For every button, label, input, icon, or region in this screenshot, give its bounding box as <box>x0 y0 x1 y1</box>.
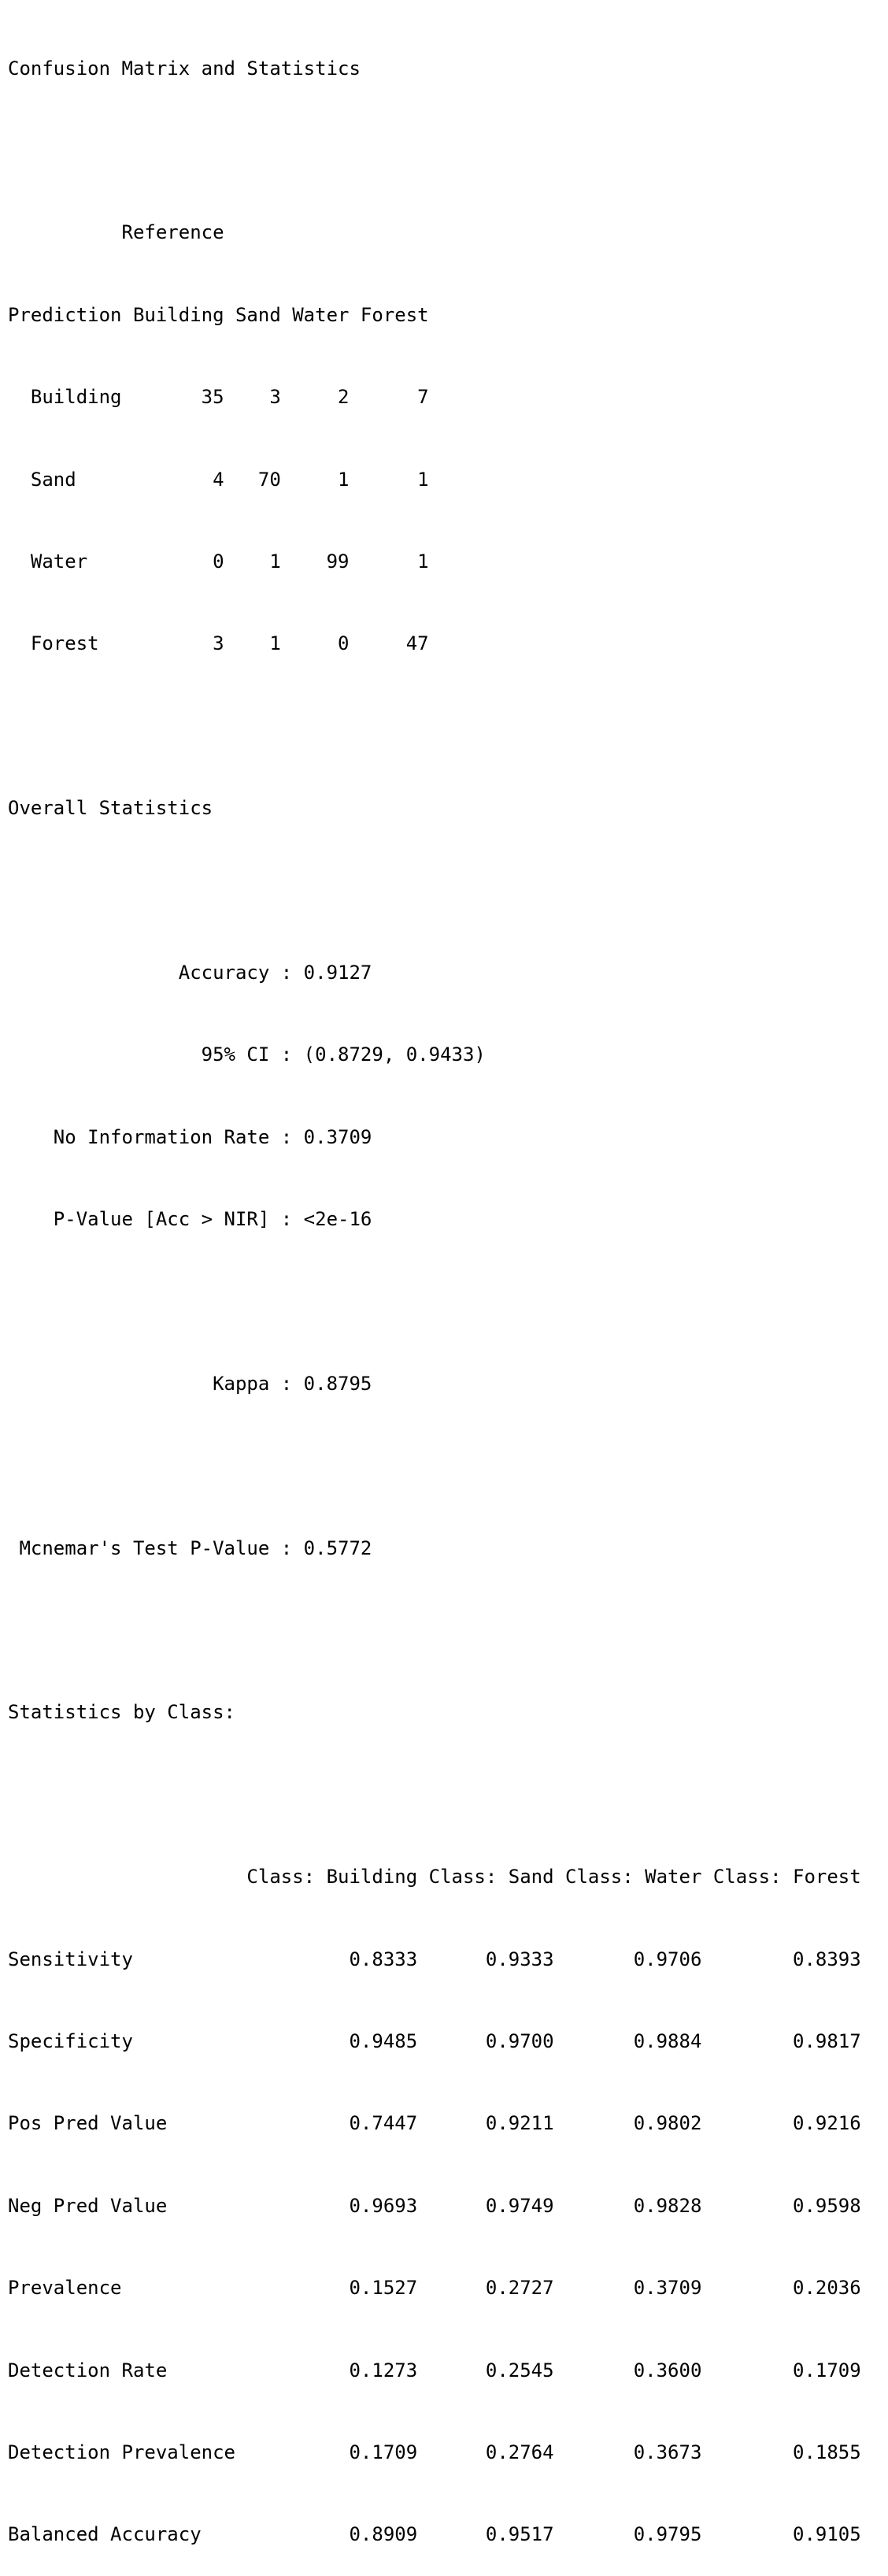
console-output <box>8 0 861 2576</box>
blank-line <box>8 1452 861 1480</box>
class-row-prevalence: Prevalence 0.1527 0.2727 0.3709 0.2036 <box>8 2277 861 2300</box>
reference-header: Reference <box>8 221 224 244</box>
statistics-by-class-heading: Statistics by Class: <box>8 1701 235 1724</box>
stat-mcnemar-p-value: Mcnemar's Test P-Value : 0.5772 <box>8 1536 372 1559</box>
blank-line <box>8 877 861 905</box>
stat-no-information-rate: No Information Rate : 0.3709 <box>8 1125 372 1148</box>
class-row-pos-pred-value: Pos Pred Value 0.7447 0.9211 0.9802 0.9216 <box>8 2112 861 2135</box>
matrix-row-water: Water 0 1 99 1 <box>8 550 429 573</box>
blank-line <box>8 1288 861 1315</box>
class-row-detection-rate: Detection Rate 0.1273 0.2545 0.3600 0.1709 <box>8 2359 861 2381</box>
blank-line <box>8 713 861 740</box>
matrix-row-sand: Sand 4 70 1 1 <box>8 468 429 491</box>
stat-accuracy: Accuracy : 0.9127 <box>8 961 372 984</box>
matrix-row-building: Building 35 3 2 7 <box>8 386 429 409</box>
stat-confidence-interval: 95% CI : (0.8729, 0.9433) <box>8 1043 486 1066</box>
stat-p-value: P-Value [Acc > NIR] : <2e-16 <box>8 1208 372 1231</box>
class-row-sensitivity: Sensitivity 0.8333 0.9333 0.9706 0.8393 <box>8 1948 861 1970</box>
class-row-balanced-accuracy: Balanced Accuracy 0.8909 0.9517 0.9795 0.9105 <box>8 2523 861 2546</box>
class-row-specificity: Specificity 0.9485 0.9700 0.9884 0.9817 <box>8 2029 861 2052</box>
blank-line <box>8 1781 861 1809</box>
overall-statistics-heading: Overall Statistics <box>8 797 213 820</box>
matrix-header: Prediction Building Sand Water Forest <box>8 303 429 326</box>
class-row-neg-pred-value: Neg Pred Value 0.9693 0.9749 0.9828 0.9598 <box>8 2194 861 2217</box>
stat-kappa: Kappa : 0.8795 <box>8 1372 372 1395</box>
output-title: Confusion Matrix and Statistics <box>8 57 361 80</box>
class-row-detection-prevalence: Detection Prevalence 0.1709 0.2764 0.3673 0.1855 <box>8 2441 861 2463</box>
blank-line <box>8 1617 861 1644</box>
blank-line <box>8 137 861 165</box>
class-table-header: Class: Building Class: Sand Class: Water Class: Forest <box>8 1866 861 1888</box>
matrix-row-forest: Forest 3 1 0 47 <box>8 632 429 655</box>
